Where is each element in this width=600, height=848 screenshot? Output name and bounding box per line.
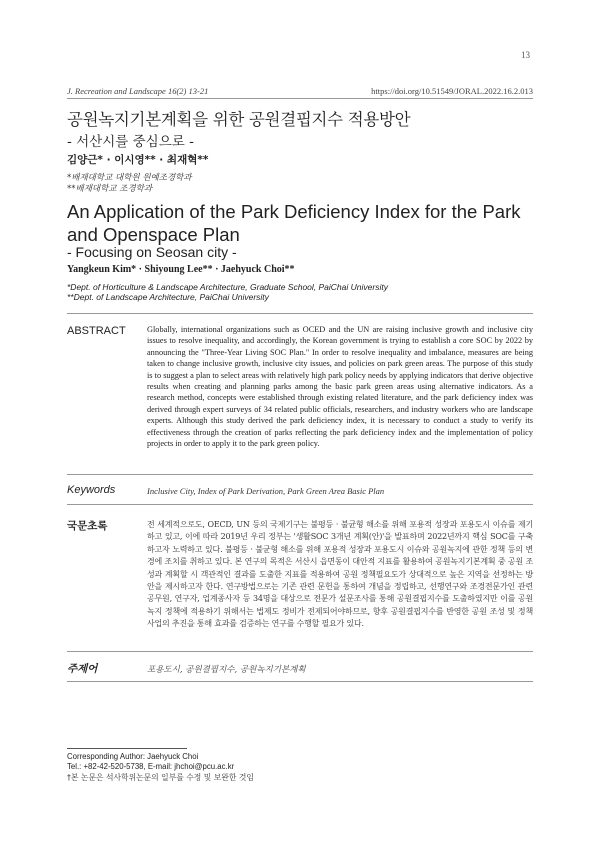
keywords-text: Inclusive City, Index of Park Derivation, Park Green Area Basic Plan <box>147 486 385 496</box>
english-title: An Application of the Park Deficiency Index for the Park and Openspace Plan <box>67 201 521 245</box>
korean-keywords-bottom-rule <box>67 681 533 682</box>
journal-citation: J. Recreation and Landscape 16(2) 13-21 <box>67 86 209 96</box>
thesis-note: †본 논문은 석사학위논문의 일부를 수정 및 보완한 것임 <box>67 773 254 782</box>
korean-authors: 김양근* · 이시영** · 최재혁** <box>67 154 209 166</box>
english-affiliation-2: **Dept. of Landscape Architecture, PaiChai University <box>67 292 269 302</box>
korean-affiliation-2: **배재대학교 조경학과 <box>67 184 153 194</box>
korean-subtitle: - 서산시를 중심으로 - <box>67 134 194 150</box>
korean-keywords-top-rule <box>67 651 533 652</box>
korean-title: 공원녹지기본계획을 위한 공원결핍지수 적용방안 <box>67 110 411 129</box>
korean-affiliation-1: *배재대학교 대학원 원예조경학과 <box>67 173 192 183</box>
header-rule <box>67 98 533 99</box>
english-affiliation-1: *Dept. of Horticulture & Landscape Architecture, Graduate School, PaiChai University <box>67 282 388 292</box>
page-number: 13 <box>521 50 530 60</box>
korean-keywords-label: 주제어 <box>67 663 98 675</box>
korean-abstract-text: 전 세계적으로도, OECD, UN 등의 국제기구는 불평등 · 불균형 해소를 위해 포용적 성장과 포용도시 이슈를 제기하고 있고, 이에 따라 2019년 우리 정부는 '생활SOC 3개년 계획(안)'을 발표하며 2022년까지 핵심 SOC를 구축하고자 노력하고 있다. 불평등 · 불균형 해소를 위해 포용적 성장과 포용도시 이슈와 공원녹지에 관한 정책 등의 변경에 조치를 취하고 있다. 본 연구의 목적은 서산시 읍면동이 대안적 지표를 활용하여 공원녹지기본계획 중 공원 조성과 계획할 시 객관적인 결과를 도출한 지표를 적용하여 공원 정책필요도가 상대적으로 높은 지역을 선정하는 방안을 제시하고자 한다. 연구방법으로는 기존 관련 문헌을 통하여 개념을 정립하고, 선행연구와 조경전문가인 관련 공무원, 연구자, 업계종사자 등 34명을 대상으로 전문가 설문조사를 통해 공원결핍지수를 도출하였지만 이를 공원 녹지 정책에 적용하기 위해서는 법제도 정비가 전제되어야하므로, 향후 공원결핍지수를 반영한 공원 조성 및 정책사업의 추진을 통해 효과를 검증하는 연구를 수행할 필요가 있다. <box>147 520 533 629</box>
footnote-rule <box>67 748 187 749</box>
contact-info: Tel.: +82-42-520-5738, E-mail: jhchoi@pcu.ac.kr <box>67 762 235 771</box>
keywords-label: Keywords <box>67 484 116 496</box>
keywords-bottom-rule <box>67 504 533 505</box>
korean-abstract-label: 국문초록 <box>67 520 108 532</box>
doi-link[interactable]: https://doi.org/10.51549/JORAL.2022.16.2.013 <box>371 86 533 96</box>
english-authors: Yangkeun Kim* · Shiyoung Lee** · Jaehyuck Choi** <box>67 264 295 275</box>
abstract-text: Globally, international organizations such as OCED and the UN are raising inclusive growth and inclusive city issues to resolve inequality, and accordingly, the Korean government is trying to establish a core SOC by 2022 by announcing the "Three-Year Living SOC Plan." In order to resolve inequality and imbalance, measures are being taken to change inclusive growth, inclusive city issues, and policies on park green areas. The purpose of this study is to suggest a plan to select areas with relatively high park policy needs by applying indicators that derive objective results when creating and planning parks among the basic park green areas using alternative indicators. As a research method, concepts were established through existing related literature, and the park deficiency index was derived through expert surveys of 34 related public officials, researchers, and industry workers who are landscape experts. Although this study derived the park deficiency index, it is necessary to conduct a study to verify its effectiveness through the creation of parks reflecting the park deficiency index and the implementation of policy projects in order to apply it to the park green policy. <box>147 325 533 449</box>
corresponding-author: Corresponding Author: Jaehyuck Choi <box>67 752 199 761</box>
korean-keywords-text: 포용도시, 공원결핍지수, 공원녹지기본계획 <box>147 665 306 675</box>
abstract-top-rule <box>67 313 533 314</box>
keywords-top-rule <box>67 474 533 475</box>
abstract-label: ABSTRACT <box>67 325 126 337</box>
english-subtitle: - Focusing on Seosan city - <box>67 244 237 260</box>
